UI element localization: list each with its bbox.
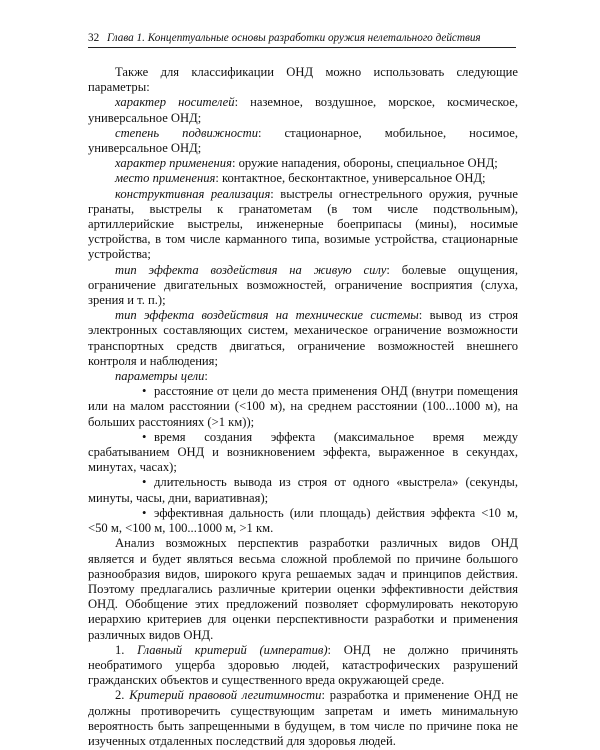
bullet-icon: • <box>142 505 147 520</box>
param-item <box>88 126 518 156</box>
chapter-title: Глава 1. Концептуальные основы разработки оружия нелетального действия <box>106 32 481 44</box>
page-number: 32 <box>88 32 100 44</box>
param-item <box>88 187 518 263</box>
param-text: : контактное, бесконтактное, универсальное ОНД; <box>215 171 486 186</box>
criterion-item <box>88 643 518 689</box>
bullet-text: расстояние от цели до места применения ОНД (внутри помещения или на малом расстоянии (<100 м), на среднем расстоянии (100...1000 м), на больших расстояниях (>1 км)); <box>88 384 518 429</box>
bullet-item <box>88 384 518 430</box>
criterion-term: Критерий правовой легитимности <box>129 688 322 703</box>
bullet-text: эффективная дальность (или площадь) действия эффекта <10 м, <50 м, <100 м, 100...1000 м, >1 км. <box>88 505 518 536</box>
bullet-item <box>88 506 518 536</box>
param-item <box>88 171 518 186</box>
param-term: конструктивная реализация <box>115 186 271 201</box>
criterion-text: : ОНД не должно причинять необратимого ущерба здоровью людей, катастрофических разрушений гражданских объектов и существенного вреда окружающей среде. <box>88 642 518 688</box>
criterion-number: 2. <box>115 688 125 703</box>
param-item <box>88 95 518 125</box>
criterion-item <box>88 688 518 749</box>
param-text: : наземное, воздушное, морское, космическое, универсальное ОНД; <box>88 95 518 125</box>
param-item <box>88 263 518 309</box>
bullet-item <box>88 430 518 476</box>
analysis-paragraph: Анализ возможных перспектив разработки различных видов ОНД является и будет являться весьма сложной проблемой по причине большого разнообразия видов, широкого круга решаемых задач и принципов действия. Поэтому предлагались различные критерии оценки эффективности действия ОНД. Обобщение этих предложений позволяет сформулировать некоторую иерархию критериев для оценки перспективности разработки и применения различных видов ОНД. <box>88 536 518 642</box>
intro-paragraph: Также для классификации ОНД можно использовать следующие параметры: <box>88 65 518 95</box>
criterion-text: : разработка и применение ОНД не должны противоречить существующим запретам и иметь минимальную вероятность быть запрещенными в будущем, в том числе по причине пока не изученных отдаленных последствий для здоровья людей. <box>88 688 518 748</box>
param-term: характер носителей <box>115 95 235 110</box>
body-text <box>88 65 518 749</box>
criterion-number: 1. <box>115 642 125 657</box>
param-text: : выстрелы огнестрельного оружия, ручные гранаты, выстрелы к гранатометам (в том числе подствольным), артиллерийские выстрелы, инженерные боеприпасы (мины), носимые устройства, в том числе карманного типа, возимые устройства, стационарные устройства; <box>88 186 518 262</box>
running-header <box>88 31 516 48</box>
param-text: : болевые ощущения, ограничение двигательных возможностей, ограничение восприятия (слуха, зрения и т. п.); <box>88 262 518 308</box>
param-term: характер применения <box>115 156 232 171</box>
bullet-item <box>88 475 518 505</box>
bullet-icon: • <box>142 429 147 444</box>
param-text: : стационарное, мобильное, носимое, универсальное ОНД; <box>88 125 519 156</box>
param-text: : вывод из строя электронных составляющих систем, механическое ограничение возможности транспортных средств двигаться, ограничение возможностей внешнего контроля и наблюдения; <box>88 308 518 368</box>
param-term: параметры цели <box>115 369 205 384</box>
param-item <box>88 308 518 369</box>
param-term: место применения <box>115 171 216 186</box>
param-text: : <box>204 369 208 384</box>
bullet-icon: • <box>142 475 147 490</box>
param-text: : оружие нападения, обороны, специальное ОНД; <box>231 156 498 171</box>
bullet-text: длительность вывода из строя от одного «выстрела» (секунды, минуты, часы, дни, вариативная); <box>88 475 518 505</box>
param-term: тип эффекта воздействия на технические системы <box>115 308 419 323</box>
param-item <box>88 156 518 171</box>
param-term: степень подвижности <box>115 125 258 140</box>
param-item <box>88 369 518 384</box>
bullet-icon: • <box>142 384 147 399</box>
param-term: тип эффекта воздействия на живую силу <box>115 262 387 277</box>
criterion-term: Главный критерий (императив) <box>137 642 328 657</box>
bullet-text: время создания эффекта (максимальное время между срабатыванием ОНД и возникновением эффекта, выраженное в секундах, минутах, часах); <box>88 429 518 475</box>
